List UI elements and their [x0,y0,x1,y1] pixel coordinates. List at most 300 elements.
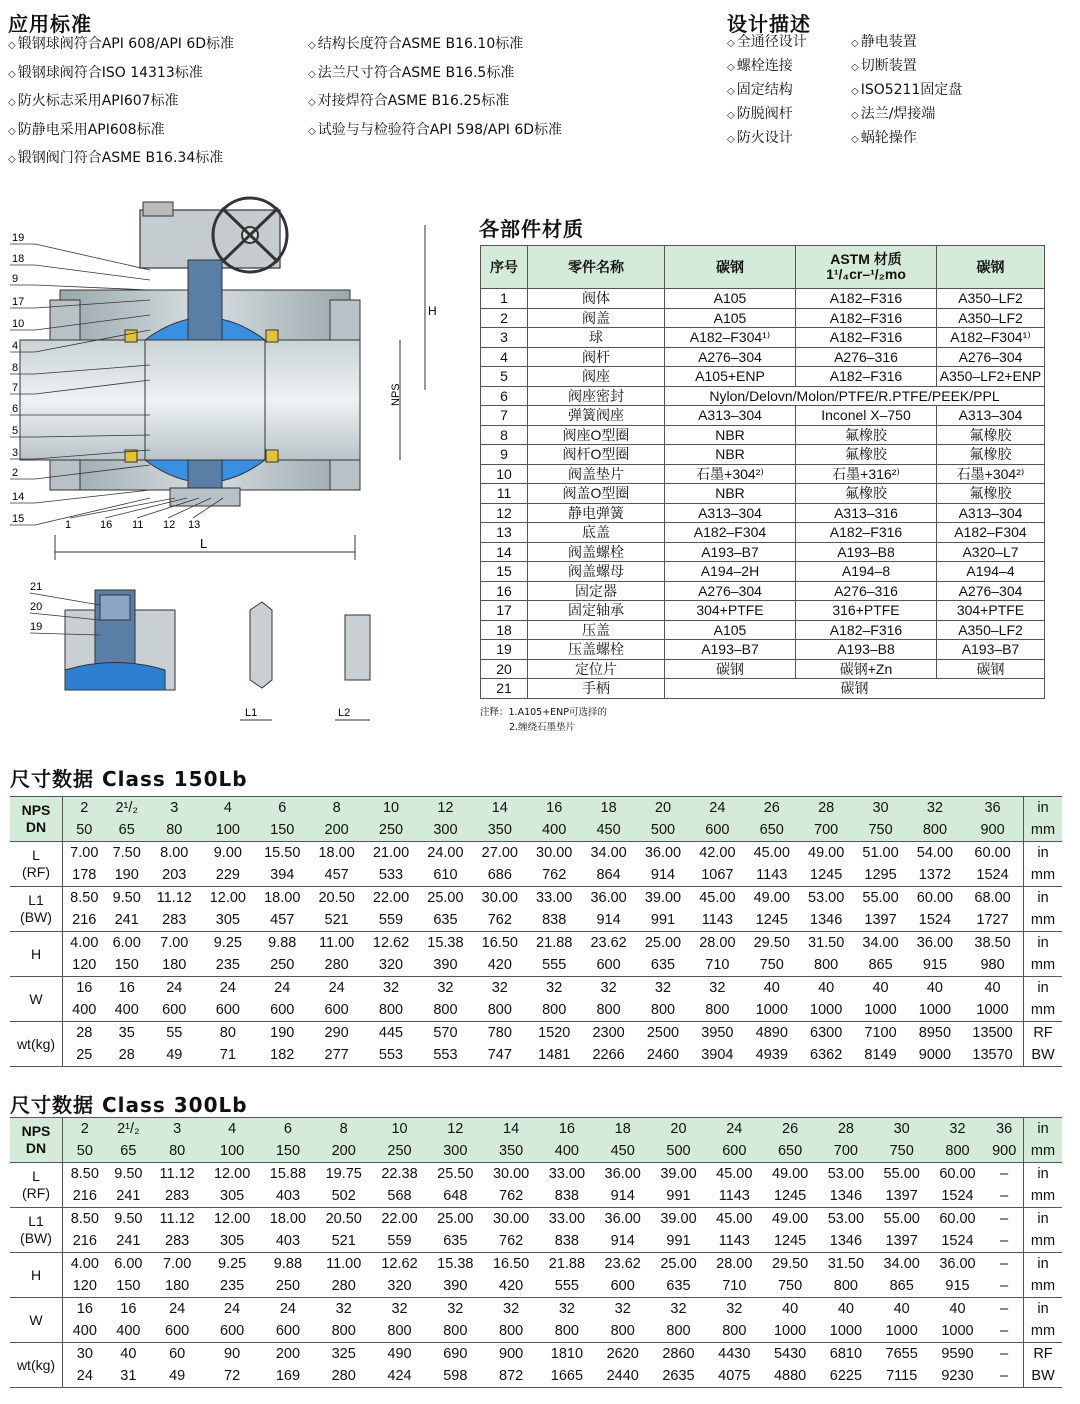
dim-cell: 800 [542,1002,567,1018]
dim-cell: 16.50 [473,932,527,955]
app_std-col2-item: ◇ 结构长度符合ASME B16.10标准 [308,31,562,60]
material-row [481,620,1045,640]
dim-cell: 780 [473,1022,527,1045]
design-col2-item: ◇ 蜗轮操作 [851,127,962,151]
dim-cell: 6.00 [107,1253,150,1276]
class300-table [10,1117,1062,1388]
dim-cell: 55.00 [853,887,907,910]
dim-cell: 9.25 [204,1253,260,1276]
dim-cell: 762 [499,1188,524,1204]
dim-cell: 600 [220,1323,245,1339]
dim-cell: 1524 [941,1233,974,1249]
dim-cell: 40 [930,1298,986,1321]
mat-name: 阀盖 [528,308,665,328]
dim-cell: 400 [114,1002,139,1018]
dim-cell: 250 [364,819,418,842]
dim-cell: 8149 [864,1047,897,1063]
dim-cell: 12 [427,1118,483,1141]
dim-cell: 4 [204,1118,260,1141]
dim-cell: 24 [201,977,255,1000]
mat-name: 阀盖螺母 [528,562,665,582]
mat-c: A350–LF2 [937,308,1045,328]
dim-row [10,864,1062,887]
mat-a: A105 [665,289,796,309]
dim-cell: 36.00 [595,1163,651,1186]
mat-b: A194–8 [796,562,937,582]
material-row [481,328,1045,348]
dim-cell: 502 [331,1188,356,1204]
dim-cell: 200 [260,1343,316,1366]
dim-unit: in [1024,977,1063,1000]
dim-cell: 635 [433,912,458,928]
dim-row-label: L1 (BW) [10,1208,63,1253]
dim-cell: 32 [427,1298,483,1321]
mat-head-name: 零件名称 [528,246,665,289]
dim-cell: – [1000,1188,1009,1204]
dim-unit: in [1024,887,1063,910]
dim-cell: 800 [443,1323,468,1339]
dim-cell: 8.50 [63,1163,107,1186]
dim-row [10,1320,1062,1343]
dim-cell: 24 [309,977,363,1000]
design-col2-item: ◇ 静电装置 [851,31,962,55]
dim-cell: 13500 [962,1022,1023,1045]
dim-cell: – [985,1163,1023,1186]
dim-cell: 24.00 [418,842,472,865]
dim-cell: 150 [260,1140,316,1163]
dim-cell: 991 [650,912,676,928]
mat-no: 11 [481,484,528,504]
dim-cell: 18 [595,1118,651,1141]
mat-a: 304+PTFE [665,601,796,621]
dim-L1-label: L1 [245,707,258,719]
dim-cell: 190 [255,1022,309,1045]
mat-c: A194–4 [937,562,1045,582]
dim-row-label: L1 (BW) [10,887,63,932]
material-row [481,347,1045,367]
dim-cell: 12 [418,797,472,820]
gearbox [140,210,280,268]
dim-cell: 32 [581,977,635,1000]
dim-cell: 7655 [874,1343,930,1366]
app_std-col1-item: ◇ 锻钢球阀符合API 608/API 6D标准 [8,31,234,60]
dim-cell: 21.88 [527,932,581,955]
dim-cell: 30 [63,1343,107,1366]
dim-cell: 36.00 [595,1208,651,1231]
dim-cell: 915 [945,1278,970,1294]
mat-name: 阀盖螺栓 [528,542,665,562]
dim-cell: 800 [331,1323,356,1339]
dim-cell: 34.00 [581,842,635,865]
mat-no: 20 [481,659,528,679]
dim-cell: – [985,1208,1023,1231]
dim-cell: 7.50 [106,842,148,865]
mat-c: A350–LF2 [937,620,1045,640]
mat-c: 304+PTFE [937,601,1045,621]
mat-name: 手柄 [528,679,665,699]
dim-cell: 60.00 [930,1208,986,1231]
mat-name: 阀座密封 [528,386,665,406]
dim-cell: 49 [166,1047,183,1063]
dim-cell: 14 [483,1118,539,1141]
dim-cell: 49.00 [745,887,799,910]
dim-cell: 9.00 [201,842,255,865]
dim-cell: 305 [215,912,240,928]
dim-cell: 400 [72,1323,97,1339]
dim-cell: 7.00 [148,932,201,955]
mat-a: A313–304 [665,503,796,523]
dim-cell: 750 [853,819,907,842]
dim-unit: in [1024,1118,1063,1141]
dim-cell: 420 [487,957,512,973]
mat-b: 石墨+316²⁾ [796,464,937,484]
dim-cell: 190 [114,867,139,883]
mat-no: 4 [481,347,528,367]
dim-cell: 1727 [976,912,1009,928]
dim-cell: 864 [596,867,621,883]
dim-cell: 31.50 [818,1253,874,1276]
dim-cell: 27.00 [473,842,527,865]
dim-unit: in [1024,1163,1063,1186]
dim-cell: 25.00 [636,932,690,955]
dim-cell: 25 [76,1047,93,1063]
dim-cell: 216 [72,1233,97,1249]
dim-unit: in [1024,842,1063,865]
dim-cell: 800 [378,1002,404,1018]
valve-section-drawing [0,180,470,740]
callout-label: 16 [100,519,113,531]
mat-b: A182–F316 [796,620,937,640]
dim-cell: 598 [443,1368,468,1384]
dim-cell: 283 [165,1233,190,1249]
dim-cell: 33.00 [527,887,581,910]
dim-cell: 800 [705,1002,730,1018]
callout-label: 18 [12,253,25,265]
dim-cell: 29.50 [762,1253,818,1276]
dim-cell: 40 [762,1298,818,1321]
dim-cell: 570 [418,1022,472,1045]
dim-cell: 403 [275,1188,301,1204]
dim-cell: 553 [433,1047,458,1063]
dim-cell: 1397 [885,1233,918,1249]
dim-cell: 457 [270,912,295,928]
dim-cell: 280 [331,1368,356,1384]
mat-c: A193–B7 [937,640,1045,660]
dim-cell: 32 [908,797,962,820]
dim-cell: 4.00 [63,932,106,955]
mat-name: 静电弹簧 [528,503,665,523]
dim-cell: 36 [962,797,1023,820]
material-row [481,503,1045,523]
app-std-col2 [308,31,562,145]
dim-cell: 16.50 [483,1253,539,1276]
dim-row [10,1118,1062,1141]
dim-cell: 750 [874,1140,930,1163]
dim-cell: 6225 [829,1368,863,1384]
dim-cell: 26 [762,1118,818,1141]
dim-cell: 33.00 [539,1208,595,1231]
material-row [481,445,1045,465]
dim-cell: 1143 [756,867,788,883]
dim-cell: 16 [539,1118,595,1141]
dim-cell: 60.00 [908,887,962,910]
dim-cell: 65 [106,819,148,842]
dim-cell: 10 [372,1118,428,1141]
dim-cell: 24 [260,1298,316,1321]
dim-L2-label: L2 [338,707,351,719]
dim-cell: 800 [650,1002,676,1018]
dim-unit: BW [1024,1044,1063,1067]
dim-cell: 16 [106,977,148,1000]
dim-cell: 55 [148,1022,201,1045]
dim-cell: 400 [72,1002,97,1018]
dim-unit: mm [1024,1140,1063,1163]
dim-cell: 1481 [538,1047,571,1063]
dim-cell: 9230 [941,1368,974,1384]
dim-cell: 30.00 [483,1208,539,1231]
dim-cell: 53.00 [818,1208,874,1231]
callout-label: 2 [12,467,19,479]
mat-no: 13 [481,523,528,543]
dim-cell: – [1000,1278,1009,1294]
dim-cell: 49 [169,1368,186,1384]
dim-cell: 45.00 [745,842,799,865]
dim-cell: 280 [331,1278,356,1294]
dim-cell: 500 [651,1140,707,1163]
dim-cell: 31 [120,1368,137,1384]
dim-cell: 80 [150,1140,204,1163]
dim-cell: 8 [309,797,363,820]
mat-no: 10 [481,464,528,484]
dim-row [10,1208,1062,1231]
dim-cell: 290 [309,1022,363,1045]
dim-cell: 600 [215,1002,240,1018]
dim-cell: 15.38 [427,1253,483,1276]
dim-cell: 16 [527,797,581,820]
callout-label: 13 [188,519,201,531]
dim-cell: 521 [331,1233,356,1249]
dim-cell: 24 [706,1118,762,1141]
dim-cell: 838 [554,1233,579,1249]
dim-cell: 24 [150,1298,204,1321]
dim-cell: 559 [387,1233,412,1249]
mat-a: 石墨+304²⁾ [665,464,796,484]
mat-no: 6 [481,386,528,406]
design-col2-item: ◇ 切断装置 [851,55,962,79]
mat-no: 21 [481,679,528,699]
dim-cell: 800 [387,1323,412,1339]
dim-cell: 635 [650,957,676,973]
dim-unit: mm [1024,954,1063,977]
dim-cell: 991 [666,1233,691,1249]
mat-no: 15 [481,562,528,582]
dim-cell: 24 [255,977,309,1000]
dim-cell: 30 [853,797,907,820]
dim-cell: 457 [324,867,349,883]
dim-cell: 15.50 [255,842,309,865]
dim-cell: 54.00 [908,842,962,865]
dim-cell: 600 [324,1002,349,1018]
dim-cell: 9.50 [106,887,148,910]
dim-row [10,1185,1062,1208]
dim-cell: 21.88 [539,1253,595,1276]
dim-cell: 710 [722,1278,747,1294]
dim-cell: 2635 [662,1368,695,1384]
dim-cell: 28 [799,797,853,820]
dim-cell: 30.00 [483,1163,539,1186]
dim-cell: 4880 [773,1368,807,1384]
dim-cell: 40 [908,977,962,1000]
dim-cell: 1520 [527,1022,581,1045]
dim-cell: 9590 [930,1343,986,1366]
dim-row [10,1022,1062,1045]
dim-cell: – [985,1298,1023,1321]
dim-cell: 1000 [976,1002,1009,1018]
dim-cell: 2¹/₂ [107,1118,150,1141]
mat-a: A182–F304¹⁾ [665,328,796,348]
dim-row [10,1275,1062,1298]
dim-cell: 320 [387,1278,412,1294]
dim-cell: 9.50 [107,1208,150,1231]
dim-cell: 865 [889,1278,914,1294]
dim-row [10,842,1062,865]
dim-cell: 300 [427,1140,483,1163]
dim-cell: 55.00 [874,1208,930,1231]
dim-unit: mm [1024,1320,1063,1343]
dim-cell: 178 [72,867,97,883]
callout-label: 5 [12,425,19,437]
mat-name: 底盖 [528,523,665,543]
dim-cell: 60.00 [962,842,1023,865]
dim-row-label: H [10,1253,63,1298]
dim-cell: 28 [818,1118,874,1141]
dim-cell: 600 [165,1323,190,1339]
dim-cell: – [1000,1233,1009,1249]
dim-row-label: NPS DN [10,1118,63,1163]
dim-cell: 19.75 [316,1163,372,1186]
dim-cell: 32 [690,977,744,1000]
dim-row-label: W [10,977,63,1022]
mat-b: 氟橡胶 [796,445,937,465]
material-row [481,464,1045,484]
mat-b: 碳钢+Zn [796,659,937,679]
dim-cell: 1067 [701,867,734,883]
class150-title: 尺寸数据 Class 150Lb [10,767,248,791]
dim-cell: 900 [962,819,1023,842]
dim-cell: 203 [162,867,187,883]
mat-c: A313–304 [937,406,1045,426]
material-row [481,308,1045,328]
dim-cell: 55.00 [874,1163,930,1186]
dim-cell: 4 [201,797,255,820]
dim-cell: 750 [777,1278,803,1294]
dim-cell: 1000 [941,1323,974,1339]
design-col2 [851,31,962,151]
dim-cell: 21.00 [364,842,418,865]
dim-cell: 865 [868,957,893,973]
dim-cell: 22.00 [372,1208,428,1231]
dim-cell: 11.12 [150,1208,204,1231]
dim-cell: 1000 [918,1002,952,1018]
mat-no: 3 [481,328,528,348]
mat-no: 1 [481,289,528,309]
callout-label: 7 [12,382,19,394]
dim-cell: 1000 [864,1002,897,1018]
dim-cell: 22.38 [372,1163,428,1186]
dim-cell: 2500 [636,1022,690,1045]
dim-cell: 4430 [706,1343,762,1366]
dim-cell: 180 [165,1278,190,1294]
materials-title: 各部件材质 [479,217,584,241]
dim-cell: 800 [610,1323,635,1339]
material-row [481,601,1045,621]
dim-cell: 8.50 [63,1208,107,1231]
dim-cell: 250 [372,1140,428,1163]
app_std-col2-item: ◇ 试验与与检验符合API 598/API 6D标准 [308,117,562,146]
dim-cell: 4075 [718,1368,751,1384]
dim-cell: 241 [116,1188,141,1204]
mat-name: 球 [528,328,665,348]
dim-unit: mm [1024,1185,1063,1208]
dim-cell: 30 [874,1118,930,1141]
dim-cell: 28 [118,1047,135,1063]
dim-row [10,932,1062,955]
dim-cell: 914 [610,1188,635,1204]
dim-cell: 120 [72,957,97,973]
mat-name: 压盖 [528,620,665,640]
dim-cell: 28.00 [690,932,744,955]
dim-cell: 555 [554,1278,579,1294]
dim-cell: 750 [759,957,784,973]
dim-cell: 216 [72,1188,97,1204]
mat-c: A182–F304¹⁾ [937,328,1045,348]
mat-head-c1: 碳钢 [665,246,796,289]
material-row [481,523,1045,543]
dim-cell: 555 [542,957,567,973]
dim-cell: 235 [215,957,240,973]
dim-cell: 65 [107,1140,150,1163]
mat-b: A193–B8 [796,640,937,660]
dim-cell: 9.25 [201,932,255,955]
dim-row [10,1044,1062,1067]
dim-cell: 762 [487,912,512,928]
dim-cell: 900 [483,1343,539,1366]
dim-cell: 36.00 [581,887,635,910]
dim-unit: in [1024,1253,1063,1276]
callout-label: 4 [12,340,19,352]
dim-row [10,1230,1062,1253]
dim-row-label: W [10,1298,63,1343]
mat-no: 9 [481,445,528,465]
dim-unit: mm [1024,864,1063,887]
callout-label: 19 [30,621,43,633]
dim-row [10,819,1062,842]
mat-a: NBR [665,484,796,504]
mat-no: 5 [481,367,528,387]
dim-cell: 600 [596,957,621,973]
dim-cell: 180 [162,957,187,973]
dim-cell: 34.00 [874,1253,930,1276]
dim-cell: 6 [260,1118,316,1141]
dim-cell: 100 [201,819,255,842]
dim-cell: 559 [378,912,404,928]
dim-cell: 610 [433,867,458,883]
mat-name: 固定器 [528,581,665,601]
dim-cell: 1397 [864,912,897,928]
dim-cell: 32 [651,1298,707,1321]
dim-cell: 2¹/₂ [106,797,148,820]
mat-b: 氟橡胶 [796,484,937,504]
